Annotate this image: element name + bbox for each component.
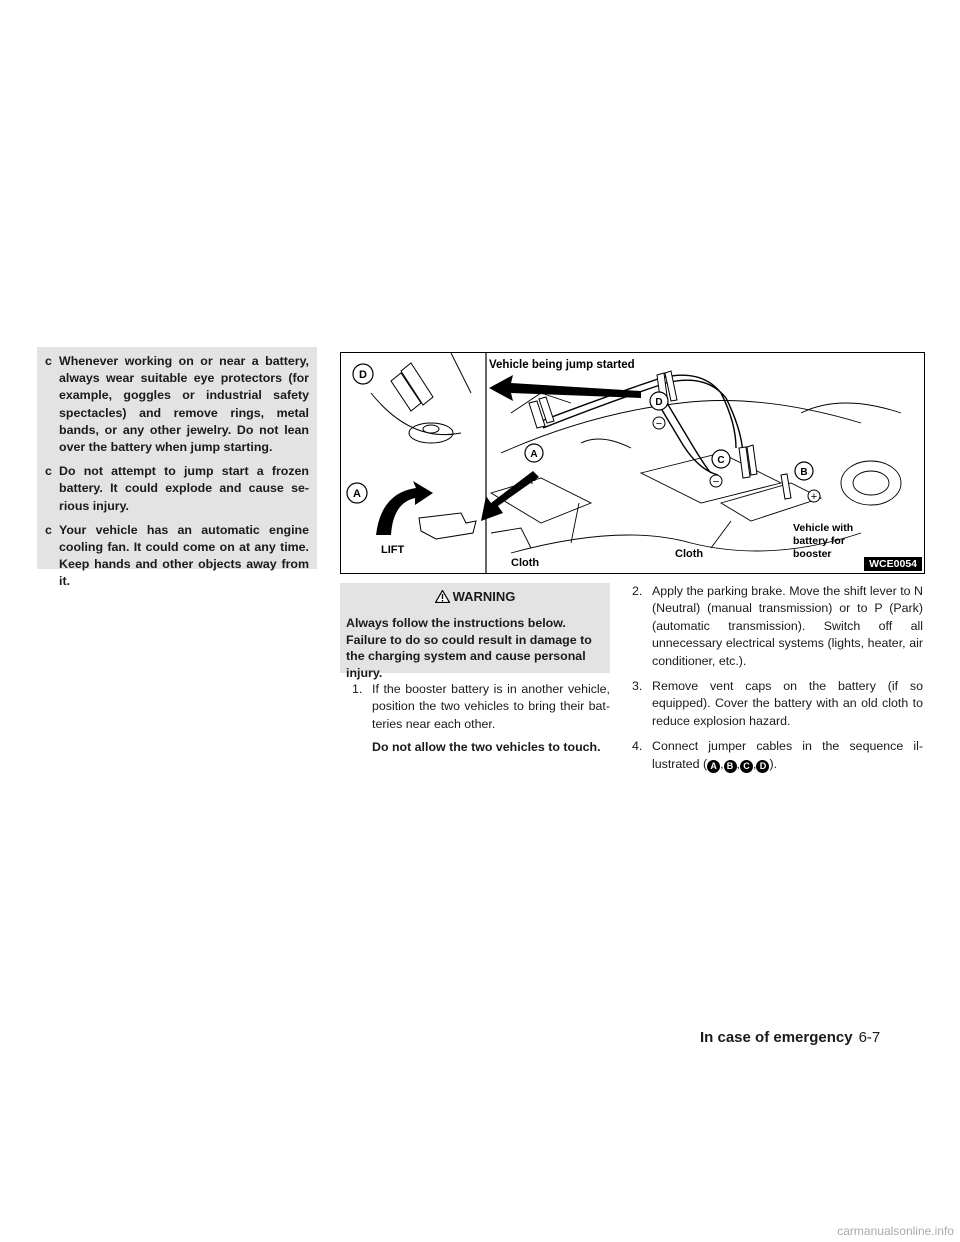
label-c [710, 450, 730, 488]
step-note: Do not allow the two vehicles to touch. [372, 740, 601, 755]
step-number: 2. [632, 584, 643, 598]
section-title: In case of emergency [700, 1029, 853, 1046]
step-text: Apply the parking brake. Move the shift lever to N (Neutral) (manual transmission) or to P (Park) (automatic transmission). Switch off all unnecessary electrical systems (lights, heater, air conditioner, etc.). [652, 584, 923, 668]
inset-a-lift [347, 481, 476, 556]
step-item: 4. Connect jumper cables in the sequence il-lustrated ( A , B , C , D ). [632, 739, 923, 771]
sequence-badge-a: A [707, 760, 720, 773]
step-item [632, 678, 923, 730]
svg-text:A: A [530, 449, 538, 460]
step-item [632, 583, 923, 670]
svg-text:D: D [359, 369, 367, 381]
svg-text:C: C [717, 455, 725, 466]
bullet-marker: c [45, 522, 52, 537]
step-text-after: ). [769, 756, 778, 771]
watermark-bar [0, 1222, 960, 1242]
bullet-item [45, 522, 309, 591]
warning-title: WARNING [452, 589, 516, 604]
svg-text:B: B [800, 467, 808, 478]
svg-text:−: − [712, 476, 720, 488]
svg-text:A: A [353, 488, 361, 500]
warning-bullets-box [37, 347, 317, 589]
warning-text: Always follow the instructions below. Failure to do so could result in damage to the charging system and cause personal injury. [346, 616, 592, 680]
svg-text:D: D [655, 397, 663, 408]
step-text: If the booster battery is in another vehicle, position the two vehicles to bring their bat-teries near each other. [372, 682, 610, 731]
watermark-text: carmanualsonline.info [837, 1224, 954, 1238]
label-booster-vehicle [793, 522, 853, 560]
step-item [352, 681, 610, 733]
svg-text:+: + [527, 472, 537, 488]
sequence-badge-d: D [756, 760, 769, 773]
inset-d-clamp [353, 353, 471, 443]
svg-text:Vehicle with: Vehicle with [793, 522, 854, 534]
svg-text:battery for: battery for [793, 535, 845, 547]
label-vehicle-jump-started: Vehicle being jump started [489, 359, 635, 371]
figure-code: WCE0054 [864, 557, 922, 571]
step-number: 3. [632, 679, 643, 694]
bullet-marker: c [45, 354, 52, 368]
svg-text:LIFT: LIFT [381, 544, 405, 556]
bullet-text: Do not attempt to jump start a frozen battery. It could explode and cause se-rious injury. [59, 464, 309, 513]
svg-text:booster: booster [793, 548, 832, 560]
svg-text:+: + [810, 491, 818, 503]
warning-icon [435, 590, 450, 603]
sequence-badge-b: B [724, 760, 737, 773]
step-text: Remove vent caps on the battery (if so equipped). Cover the battery with an old cloth to reduce explosion hazard. [652, 679, 923, 728]
bullet-text: Your vehicle has an automatic engine cooling fan. It could come on at any time. Keep hands and other objects away from it. [59, 522, 309, 589]
warning-heading [346, 589, 604, 605]
label-cloth-left: Cloth [511, 557, 540, 569]
page-number: 6-7 [858, 1029, 881, 1046]
steps-column-right [632, 583, 923, 781]
label-cloth-right: Cloth [675, 548, 704, 560]
step-number: 1. [352, 682, 363, 696]
sequence-badge-c: C [740, 760, 753, 773]
label-d [650, 392, 668, 430]
bullet-item [45, 463, 309, 515]
steps-column-left [352, 681, 610, 757]
bullet-item [45, 353, 309, 456]
svg-text:−: − [655, 418, 663, 430]
jump-start-diagram [341, 353, 924, 573]
bullet-marker: c [45, 464, 52, 479]
step-text-before: Connect jumper cables in the sequence il-lustrated ( [652, 739, 923, 771]
bullet-text: Whenever working on or near a battery, always wear suitable eye protectors (for example, goggles or industrial safety spectacles) and remove rings, metal bands, or any other jewelry. Do not lean over the battery when jump starting. [59, 354, 309, 455]
page-footer [700, 1029, 880, 1046]
warning-box [340, 583, 610, 680]
jump-start-illustration [340, 352, 925, 574]
step-number: 4. [632, 739, 643, 754]
